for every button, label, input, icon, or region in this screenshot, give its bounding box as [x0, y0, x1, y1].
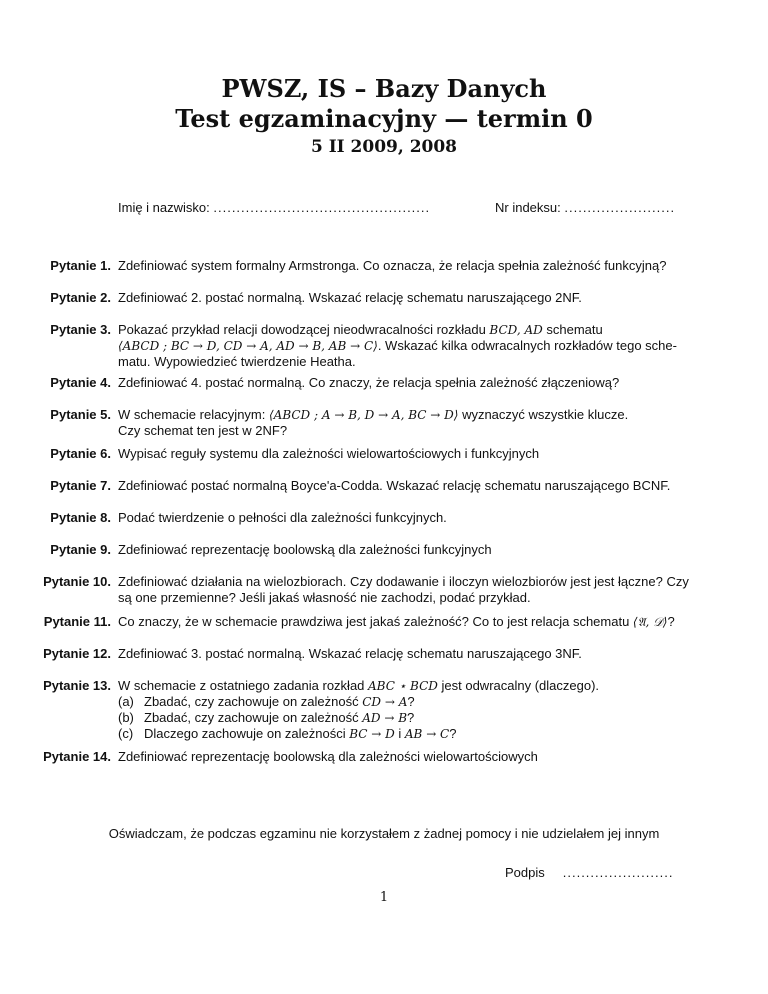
- name-field[interactable]: [118, 200, 430, 215]
- sub-item-a: (a) Zbadać, czy zachowuje on zależność CD → A?: [118, 694, 415, 709]
- signature-label: Podpis: [505, 865, 545, 880]
- math-expression: ABC ⋆ BCD: [368, 679, 438, 693]
- question-label: Pytanie 8.: [50, 510, 111, 525]
- math-expression: ⟨ABCD ; A → B, D → A, BC → D⟩: [268, 408, 459, 422]
- declaration: Oświadczam, że podczas egzaminu nie korzystałem z żadnej pomocy i nie udzielałem jej innym: [108, 826, 660, 841]
- question-label: Pytanie 7.: [50, 478, 111, 493]
- document-title: PWSZ, IS – Bazy Danych: [221, 74, 547, 103]
- question-text: Zdefiniować 2. postać normalną. Wskazać relację schematu naruszającego 2NF.: [118, 290, 582, 305]
- name-label: Imię i nazwisko:: [118, 200, 210, 215]
- signature-field[interactable]: [505, 865, 673, 880]
- index-dots: ........................: [564, 200, 676, 215]
- question-text: Zdefiniować 3. postać normalną. Wskazać relację schematu naruszającego 3NF.: [118, 646, 582, 661]
- question-label: Pytanie 5.: [50, 407, 111, 422]
- question-text: W schemacie relacyjnym: ⟨ABCD ; A → B, D → A, BC → D⟩ wyznaczyć wszystkie klucze. Czy schemat ten jest w 2NF?: [118, 407, 629, 438]
- question-text: Co znaczy, że w schemacie prawdziwa jest jakaś zależność? Co to jest relacja schematu ⟨𝔄, 𝒟⟩?: [118, 614, 675, 629]
- question-label: Pytanie 12.: [43, 646, 111, 661]
- question-label: Pytanie 14.: [43, 749, 111, 764]
- sub-item-c: (c) Dlaczego zachowuje on zależności BC → D i AB → C?: [118, 726, 457, 741]
- question-text: Zdefiniować reprezentację boolowską dla zależności funkcyjnych: [118, 542, 492, 557]
- name-dots: ...............................................: [213, 200, 431, 215]
- question-text: W schemacie z ostatniego zadania rozkład ABC ⋆ BCD jest odwracalny (dlaczego). (a) Zbadać, czy zachowuje on zależność CD → A? (b) Zbadać, czy zachowuje on zależność AD → B? (c) Dlaczego zachowuje on zależności BC → D i AB → C?: [118, 678, 698, 742]
- document-subtitle: Test egzaminacyjny — termin 0: [175, 104, 593, 133]
- math-expression: ⟨𝔄, 𝒟⟩: [632, 615, 668, 629]
- page-number: 1: [379, 890, 389, 905]
- question-label: Pytanie 1.: [50, 258, 111, 273]
- question-text: Zdefiniować reprezentację boolowską dla zależności wielowartościowych: [118, 749, 538, 764]
- index-label: Nr indeksu:: [495, 200, 561, 215]
- question-label: Pytanie 13.: [43, 678, 111, 693]
- question-label: Pytanie 2.: [50, 290, 111, 305]
- sub-item-b: (b) Zbadać, czy zachowuje on zależność AD → B?: [118, 710, 415, 725]
- question-label: Pytanie 3.: [50, 322, 111, 337]
- math-expression: BCD, AD: [489, 323, 543, 337]
- math-expression: ⟨ABCD ; BC → D, CD → A, AD → B, AB → C⟩: [118, 339, 378, 353]
- question-label: Pytanie 9.: [50, 542, 111, 557]
- question-label: Pytanie 6.: [50, 446, 111, 461]
- question-text: Pokazać przykład relacji dowodzącej nieodwracalności rozkładu BCD, AD schematu ⟨ABCD ; BC → D, CD → A, AD → B, AB → C⟩. Wskazać kilka odwracalnych rozkładów tego sche- matu. Wypowiedzieć twierdzenie Heatha.: [118, 322, 677, 369]
- question-text: Zdefiniować działania na wielozbiorach. Czy dodawanie i iloczyn wielozbiorów jest jest łączne? Czy są one przemienne? Jeśli jakaś własność nie zachodzi, podać przykład.: [118, 574, 689, 605]
- index-field[interactable]: [495, 200, 675, 215]
- question-label: Pytanie 11.: [43, 614, 111, 629]
- question-text: Podać twierdzenie o pełności dla zależności funkcyjnych.: [118, 510, 447, 525]
- question-text: Zdefiniować 4. postać normalną. Co znaczy, że relacja spełnia zależność złączeniową?: [118, 375, 620, 390]
- question-label: Pytanie 4.: [50, 375, 111, 390]
- question-text: Wypisać reguły systemu dla zależności wielowartościowych i funkcyjnych: [118, 446, 540, 461]
- signature-dots: ........................: [562, 865, 674, 880]
- question-text: Zdefiniować postać normalną Boyce'a-Codda. Wskazać relację schematu naruszającego BCNF.: [118, 478, 671, 493]
- document-date: 5 II 2009, 2008: [310, 137, 458, 157]
- question-text: Zdefiniować system formalny Armstronga. Co oznacza, że relacja spełnia zależność funkcyjną?: [118, 258, 667, 273]
- question-label: Pytanie 10.: [43, 574, 111, 589]
